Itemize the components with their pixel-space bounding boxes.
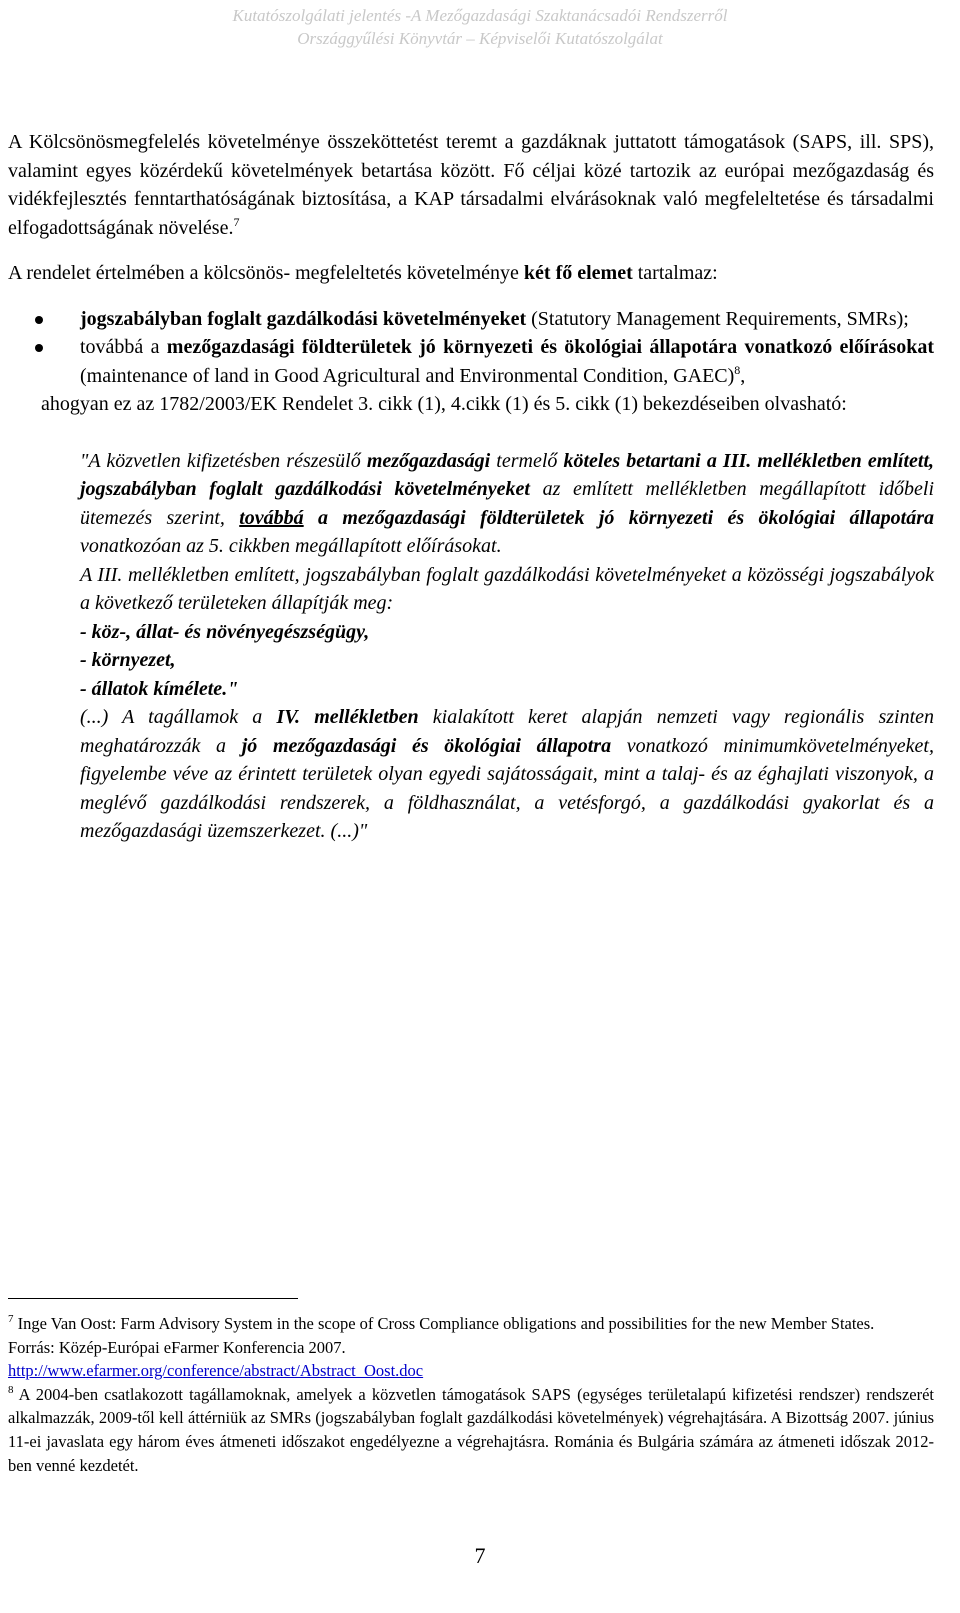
footnotes (8, 1312, 934, 1477)
paragraph-text: A rendelet értelmében a kölcsönös- megfeleltetés követelménye (8, 262, 524, 284)
quote-paragraph-1: "A közvetlen kifizetésben részesülő mezőgazdasági termelő köteles betartani a III. mellékletben említett, jogszabályban foglalt gazdálkodási követelményeket az említett mellékletben megállapított időbeli ütemezés szerint, továbbá a mezőgazdasági földterületek jó környezeti és ökológiai állapotára vonatkozóan az 5. cikkben megállapított előírásokat. (80, 449, 935, 557)
paragraph-text: tartalmaz: (632, 262, 718, 284)
quote-paragraph-2: A III. mellékletben említett, jogszabályban foglalt gazdálkodási követelményeket a közösségi jogszabályok a következő területeken állapítják meg: (80, 563, 934, 614)
list-item-text: , (740, 364, 746, 387)
quote-list-item: - állatok kímélete." (80, 677, 239, 700)
list-item (80, 333, 934, 390)
page-header (0, 4, 960, 50)
list-item-text: továbbá a (80, 336, 167, 358)
footnote-8 (8, 1383, 934, 1477)
footnote-7-link-line (8, 1359, 934, 1383)
footnote-text: A 2004-ben csatlakozott tagállamoknak, amelyek a közvetlen támogatások SAPS (egységes területalapú kifizetési rendszer) rendszerét alkalmazzák, 2009-től kell áttérniük az SMRs (jogszabályban foglalt gazdálkodási követelmények) végrehajtására. A Bizottság 2007. június 11-ei javaslata egy három éves átmeneti időszakot engedélyezne a végrehajtásra. Románia és Bulgária számára az átmeneti időszak 2012-ben venné kezdetét. (8, 1384, 934, 1475)
footnote-7-source: Forrás: Közép-Európai eFarmer Konferencia 2007. (8, 1337, 346, 1357)
footnote-number: 8 (8, 1383, 14, 1396)
quote-list-item: - környezet, (80, 649, 176, 671)
footnote-7 (8, 1312, 934, 1336)
header-line-1: Kutatószolgálati jelentés -A Mezőgazdasági Szaktanácsadói Rendszerről (232, 6, 728, 25)
bold-phrase: két fő elemet (523, 262, 633, 284)
paragraph-text: A Kölcsönösmegfelelés követelménye összeköttetést teremt a gazdáknak juttatott támogatások (SAPS, ill. SPS), valamint egyes közérdekű követelmények betartása között. Fő céljai közé tartozik az európai mezőgazdaság és vidékfejlesztés fenntarthatóságának biztosítása, a KAP társadalmi elvárásoknak való megfeleltetése és társadalmi elfogadottságának növelése. (8, 131, 934, 239)
footnote-link[interactable]: http://www.efarmer.org/conference/abstract/Abstract_Oost.doc (8, 1361, 424, 1381)
page-number: 7 (474, 1543, 486, 1568)
paragraph-cross-compliance (8, 128, 934, 242)
quote-list-item: - köz-, állat- és növényegészségügy, (80, 620, 370, 643)
regulation-quote (80, 447, 934, 846)
footnote-separator (8, 1298, 298, 1299)
bold-phrase: mezőgazdasági földterületek jó környezeti és ökológiai állapotára vonatkozó előírásokat (166, 336, 934, 358)
header-line-2: Országgyűlési Könyvtár – Képviselői Kutatószolgálat (297, 29, 663, 48)
footnote-ref-7[interactable]: 7 (233, 214, 240, 229)
list-item (80, 305, 934, 334)
list-item-text: (maintenance of land in Good Agricultural and Environmental Condition, GAEC) (80, 364, 735, 387)
bullet-icon (35, 344, 43, 352)
document-body (0, 128, 960, 846)
footnote-number: 7 (8, 1313, 14, 1325)
bold-phrase: jogszabályban foglalt gazdálkodási követelményeket (80, 307, 527, 330)
quote-paragraph-3: (...) A tagállamok a IV. mellékletben kialakított keret alapján nemzeti vagy regionális szinten meghatározzák a jó mezőgazdasági és ökológiai állapotra vonatkozó minimumkövetelményeket, figyelembe véve az érintett területek olyan egyedi sajátosságait, mint a talaj- és az éghajlati viszonyok, a meglévő gazdálkodási rendszerek, a földhasználat, a vetésforgó, a gazdálkodási gyakorlat és a mezőgazdasági üzemszerkezet. (...)" (80, 706, 935, 842)
paragraph-regulation (8, 259, 934, 288)
paragraph-after-list: ahogyan ez az 1782/2003/EK Rendelet 3. cikk (1), 4.cikk (1) és 5. cikk (1) bekezdéseiben olvasható: (41, 393, 847, 415)
list-item-text: (Statutory Management Requirements, SMRs); (526, 307, 909, 330)
requirements-list (0, 305, 960, 391)
bullet-icon (35, 316, 43, 324)
footnote-ref-8[interactable]: 8 (734, 362, 741, 377)
footnote-text: Inge Van Oost: Farm Advisory System in the scope of Cross Compliance obligations and possibilities for the new Member States. (13, 1314, 875, 1333)
